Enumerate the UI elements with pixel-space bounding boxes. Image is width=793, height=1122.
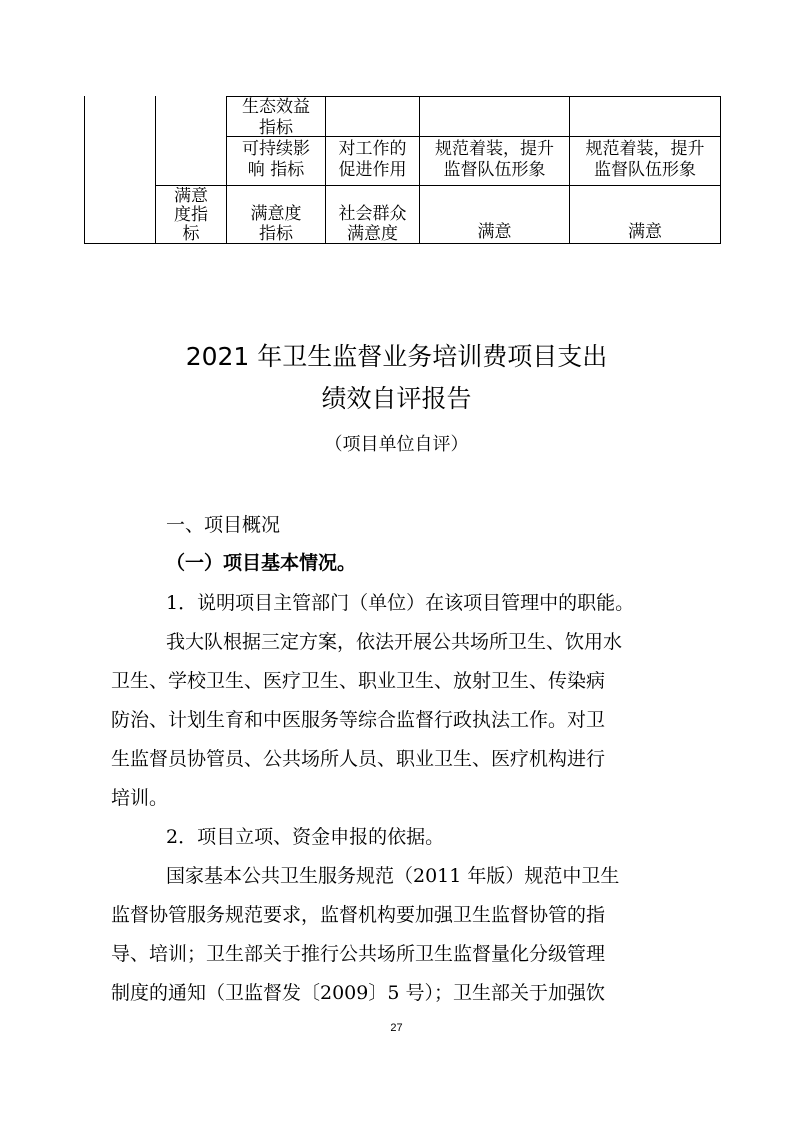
paragraph-line: 防治、计划生育和中医服务等综合监督行政执法工作。对卫 <box>111 709 606 731</box>
table-cell-actual: 满意 <box>628 222 662 242</box>
paragraph-line: 制度的通知（卫监督发〔2009〕5 号）；卫生部关于加强饮 <box>111 982 605 1004</box>
table-cell-content: 社会群众 满意度 <box>338 204 407 243</box>
table-cell-category: 满意 度指 标 <box>174 187 208 243</box>
report-title-line2: 绩效自评报告 <box>321 384 472 413</box>
table-cell-actual: 规范着装，提升 监督队伍形象 <box>585 139 705 180</box>
table-rule <box>84 96 85 244</box>
section-heading: 一、项目概况 <box>166 514 281 536</box>
paragraph-line: 监督协管服务规范要求，监督机构要加强卫生监督协管的指 <box>111 904 606 926</box>
page-number: 27 <box>390 1022 403 1034</box>
report-subtitle: （项目单位自评） <box>324 434 469 455</box>
item-title: 2．项目立项、资金申报的依据。 <box>166 826 445 848</box>
subsection-heading: （一）项目基本情况。 <box>166 552 357 574</box>
table-cell-indicator: 生态效益 指标 <box>242 97 310 136</box>
performance-indicator-table <box>84 96 721 244</box>
item-title: 1．说明项目主管部门（单位）在该项目管理中的职能。 <box>166 592 635 614</box>
paragraph-line: 培训。 <box>111 787 169 809</box>
table-rule <box>720 96 721 244</box>
paragraph-line: 导、培训；卫生部关于推行公共场所卫生监督量化分级管理 <box>111 943 606 965</box>
paragraph-line: 国家基本公共卫生服务规范（2011 年版）规范中卫生 <box>166 865 620 887</box>
paragraph-line: 我大队根据三定方案，依法开展公共场所卫生、饮用水 <box>166 631 623 653</box>
report-title-line1: 2021 年卫生监督业务培训费项目支出 <box>185 342 608 371</box>
table-rule <box>84 243 721 244</box>
table-cell-target: 规范着装，提升 监督队伍形象 <box>435 139 554 180</box>
table-cell-indicator: 可持续影 响 指标 <box>242 139 310 180</box>
paragraph-line: 卫生、学校卫生、医疗卫生、职业卫生、放射卫生、传染病 <box>111 670 606 692</box>
table-cell-target: 满意 <box>477 222 512 242</box>
table-cell-content: 对工作的 促进作用 <box>338 139 407 180</box>
table-cell-indicator: 满意度 指标 <box>250 204 302 243</box>
table-rule <box>155 185 721 186</box>
table-rule <box>226 136 721 137</box>
paragraph-line: 生监督员协管员、公共场所人员、职业卫生、医疗机构进行 <box>111 748 606 770</box>
